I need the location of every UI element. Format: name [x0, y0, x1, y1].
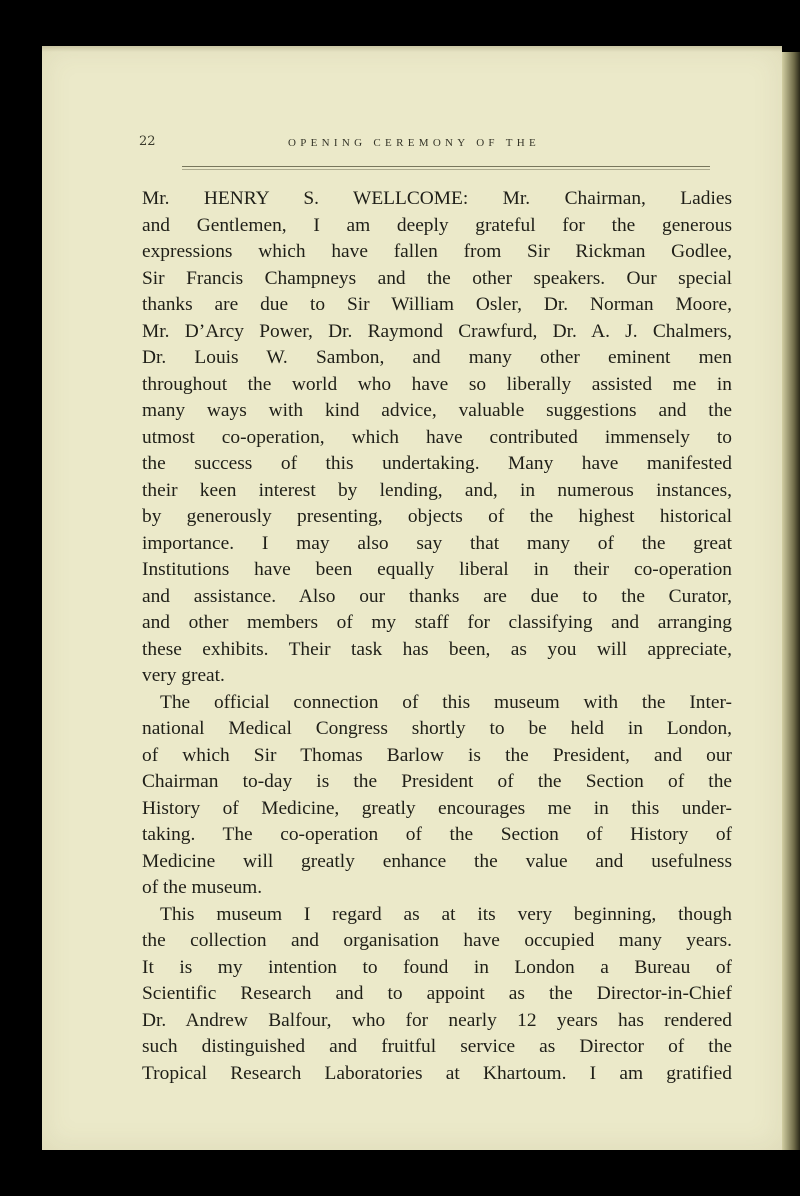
- text-line: such distinguished and fruitful service as Director of the: [142, 1036, 732, 1057]
- text-line: many ways with kind advice, valuable suggestions and the: [142, 400, 732, 421]
- text-line: and other members of my staff for classifying and arranging: [142, 612, 732, 633]
- text-line: Mr. HENRY S. WELLCOME: Mr. Chairman, Ladies: [142, 188, 732, 209]
- text-line: Chairman to-day is the President of the Section of the: [142, 771, 732, 792]
- text-line: This museum I regard as at its very beginning, though: [160, 903, 732, 925]
- text-line: Tropical Research Laboratories at Khartoum. I am gratified: [142, 1062, 732, 1084]
- text-line: their keen interest by lending, and, in numerous instances,: [142, 479, 732, 501]
- text-line: History of Medicine, greatly encourages me in this under-: [142, 797, 732, 819]
- text-line: Dr. Louis W. Sambon, and many other eminent men: [142, 347, 732, 368]
- text-line: the collection and organisation have occupied many years.: [142, 930, 732, 951]
- page-header: [42, 130, 782, 170]
- text-line: these exhibits. Their task has been, as you will appreciate,: [142, 638, 732, 660]
- text-line: Scientific Research and to appoint as the Director-in-Chief: [142, 983, 732, 1004]
- body-text: [142, 186, 732, 1087]
- header-rule: [182, 166, 710, 167]
- text-line: It is my intention to found in London a Bureau of: [142, 956, 732, 978]
- text-line: of which Sir Thomas Barlow is the President, and our: [142, 744, 732, 766]
- text-line: Mr. D’Arcy Power, Dr. Raymond Crawfurd, Dr. A. J. Chalmers,: [142, 320, 732, 342]
- text-line: throughout the world who have so liberally assisted me in: [142, 373, 732, 395]
- text-line: Institutions have been equally liberal in their co-operation: [142, 559, 732, 580]
- running-head: OPENING CEREMONY OF THE: [288, 137, 540, 149]
- text-line: thanks are due to Sir William Osler, Dr. Norman Moore,: [142, 294, 732, 315]
- text-line: of the museum.: [142, 877, 263, 898]
- page-number: 22: [139, 134, 156, 149]
- text-line: Dr. Andrew Balfour, who for nearly 12 years has rendered: [142, 1009, 732, 1031]
- text-line: by generously presenting, objects of the highest historical: [142, 506, 732, 527]
- text-line: expressions which have fallen from Sir Rickman Godlee,: [142, 241, 732, 262]
- text-line: utmost co-operation, which have contributed immensely to: [142, 426, 732, 448]
- text-line: and assistance. Also our thanks are due to the Curator,: [142, 585, 732, 607]
- text-line: and Gentlemen, I am deeply grateful for the generous: [142, 214, 732, 236]
- text-line: Medicine will greatly enhance the value and usefulness: [142, 850, 732, 872]
- text-line: national Medical Congress shortly to be held in London,: [142, 718, 732, 739]
- book-page: [42, 46, 782, 1150]
- text-line: very great.: [142, 665, 225, 686]
- page-shadow: [42, 46, 782, 52]
- text-line: The official connection of this museum with the Inter-: [160, 691, 732, 713]
- text-line: the success of this undertaking. Many have manifested: [142, 453, 732, 474]
- header-rule-double: [182, 169, 710, 170]
- text-line: importance. I may also say that many of the great: [142, 532, 732, 554]
- text-line: taking. The co-operation of the Section of History of: [142, 824, 732, 845]
- text-line: Sir Francis Champneys and the other speakers. Our special: [142, 267, 732, 289]
